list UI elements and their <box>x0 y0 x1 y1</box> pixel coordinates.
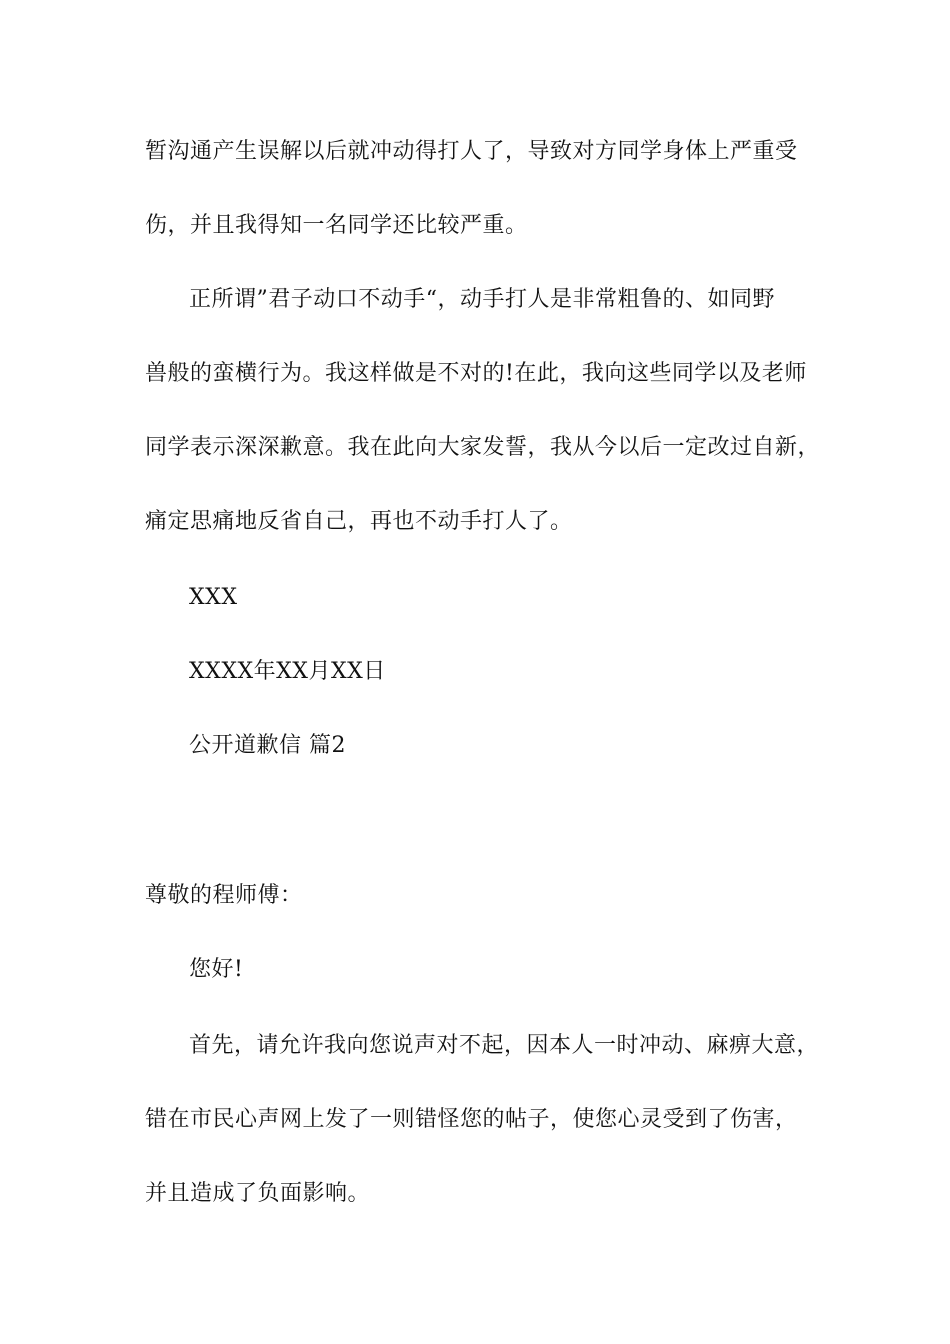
signature-name: XXX <box>189 585 238 610</box>
paragraph-line: 并且造成了负面影响。 <box>145 1181 371 1206</box>
greeting: 您好! <box>189 957 244 982</box>
paragraph-line: 错在市民心声网上发了一则错怪您的帖子，使您心灵受到了伤害， <box>145 1107 798 1132</box>
paragraph-line: 暂沟通产生误解以后就冲动得打人了，导致对方同学身体上严重受 <box>145 139 798 164</box>
paragraph-line: 痛定思痛地反省自己，再也不动手打人了。 <box>145 509 573 534</box>
paragraph-line: 伤，并且我得知一名同学还比较严重。 <box>145 213 528 238</box>
section-heading: 公开道歉信 篇2 <box>189 733 346 758</box>
paragraph-line: 同学表示深深歉意。我在此向大家发誓，我从今以后一定改过自新， <box>145 435 821 460</box>
paragraph-line: 首先，请允许我向您说声对不起，因本人一时冲动、麻痹大意， <box>189 1033 820 1058</box>
signature-date: XXXX年XX月XX日 <box>189 659 386 684</box>
paragraph-line: 正所谓”君子动口不动手“，动手打人是非常粗鲁的、如同野 <box>189 287 775 312</box>
paragraph-line: 兽般的蛮横行为。我这样做是不对的!在此，我向这些同学以及老师 <box>145 361 807 386</box>
salutation: 尊敬的程师傅： <box>145 883 303 908</box>
